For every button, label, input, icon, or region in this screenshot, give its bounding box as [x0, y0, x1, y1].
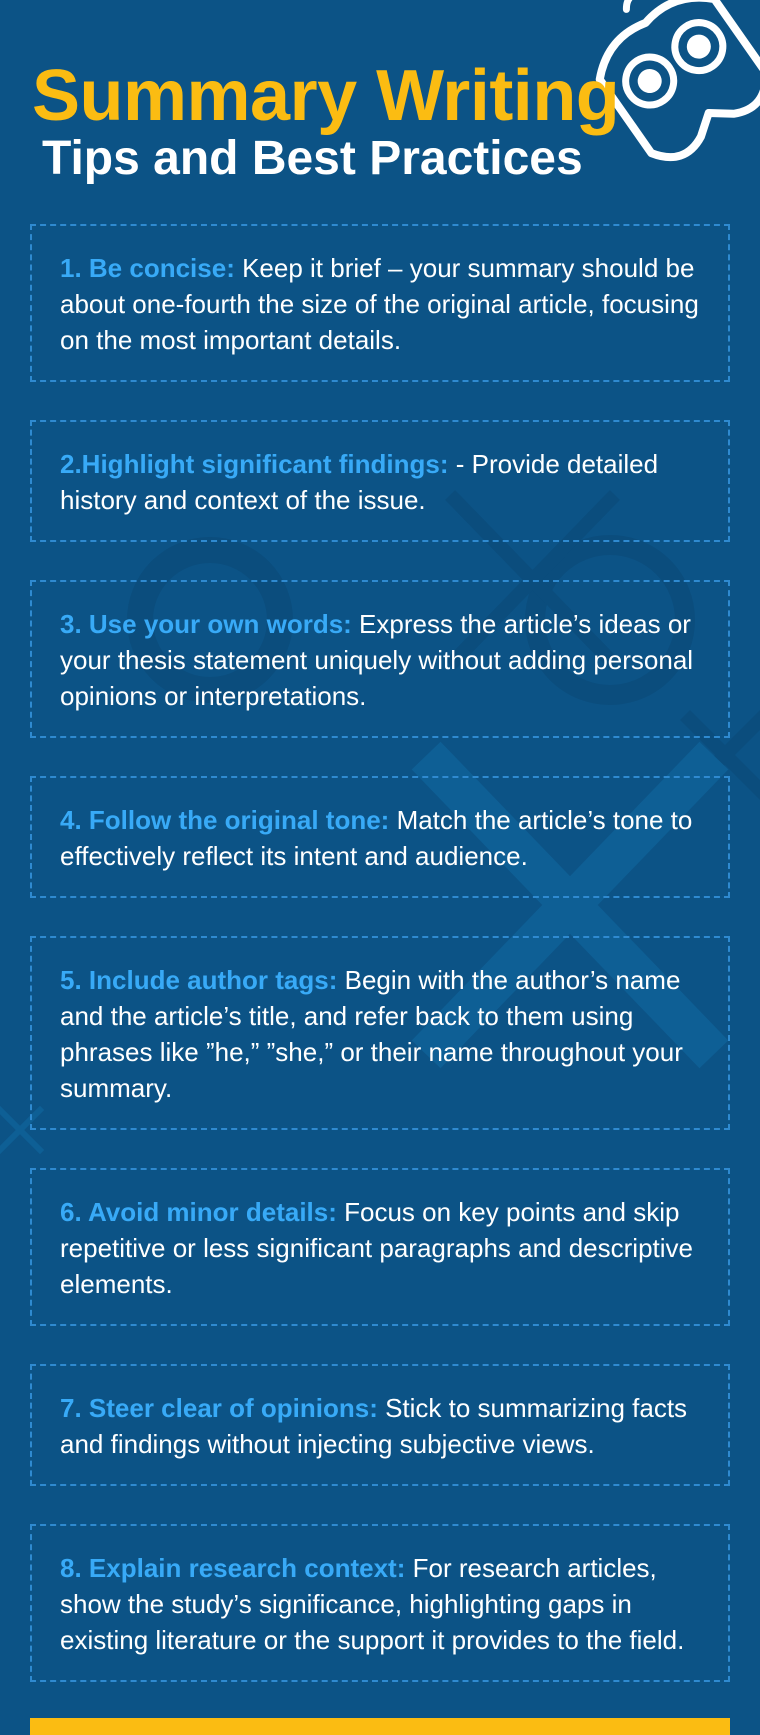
page-subtitle: Tips and Best Practices — [42, 132, 583, 185]
tips-list — [30, 224, 730, 1720]
tip-text: Keep it brief – your summary should be about one-fourth the size of the original article, focusing on the most important details. — [60, 253, 699, 355]
tip-text: Express the article’s ideas or your thesis statement uniquely without adding personal opinions or interpretations. — [60, 609, 694, 711]
tip-text: Begin with the author’s name and the article’s title, and refer back to them using phrases like ”he,” ”she,” or their name throughout your summary. — [60, 965, 683, 1103]
tip-heading: 1. Be concise: — [60, 253, 235, 283]
tip-heading: 5. Include author tags: — [60, 965, 338, 995]
tip-text: Match the article’s tone to effectively reflect its intent and audience. — [60, 805, 693, 871]
tip-item — [30, 936, 730, 1130]
tip-item — [30, 580, 730, 738]
tip-item — [30, 1524, 730, 1682]
page-title: Summary Writing — [32, 56, 620, 136]
tip-heading: 4. Follow the original tone: — [60, 805, 390, 835]
tip-item — [30, 1364, 730, 1486]
tip-text: Focus on key points and skip repetitive or less significant paragraphs and descriptive elements. — [60, 1197, 694, 1299]
tip-item — [30, 1168, 730, 1326]
tip-text: Stick to summarizing facts and findings without injecting subjective views. — [60, 1393, 688, 1459]
tip-heading: 2.Highlight significant findings: — [60, 449, 449, 479]
footer-accent-bar — [30, 1718, 730, 1735]
tip-text: For research articles, show the study’s significance, highlighting gaps in existing literature or the support it provides to the field. — [60, 1553, 685, 1655]
tip-heading: 8. Explain research context: — [60, 1553, 406, 1583]
tip-text: - Provide detailed history and context of the issue. — [60, 449, 659, 515]
tip-heading: 3. Use your own words: — [60, 609, 352, 639]
tip-item — [30, 420, 730, 542]
tip-heading: 6. Avoid minor details: — [60, 1197, 337, 1227]
tip-item — [30, 776, 730, 898]
tip-item — [30, 224, 730, 382]
tip-heading: 7. Steer clear of opinions: — [60, 1393, 378, 1423]
